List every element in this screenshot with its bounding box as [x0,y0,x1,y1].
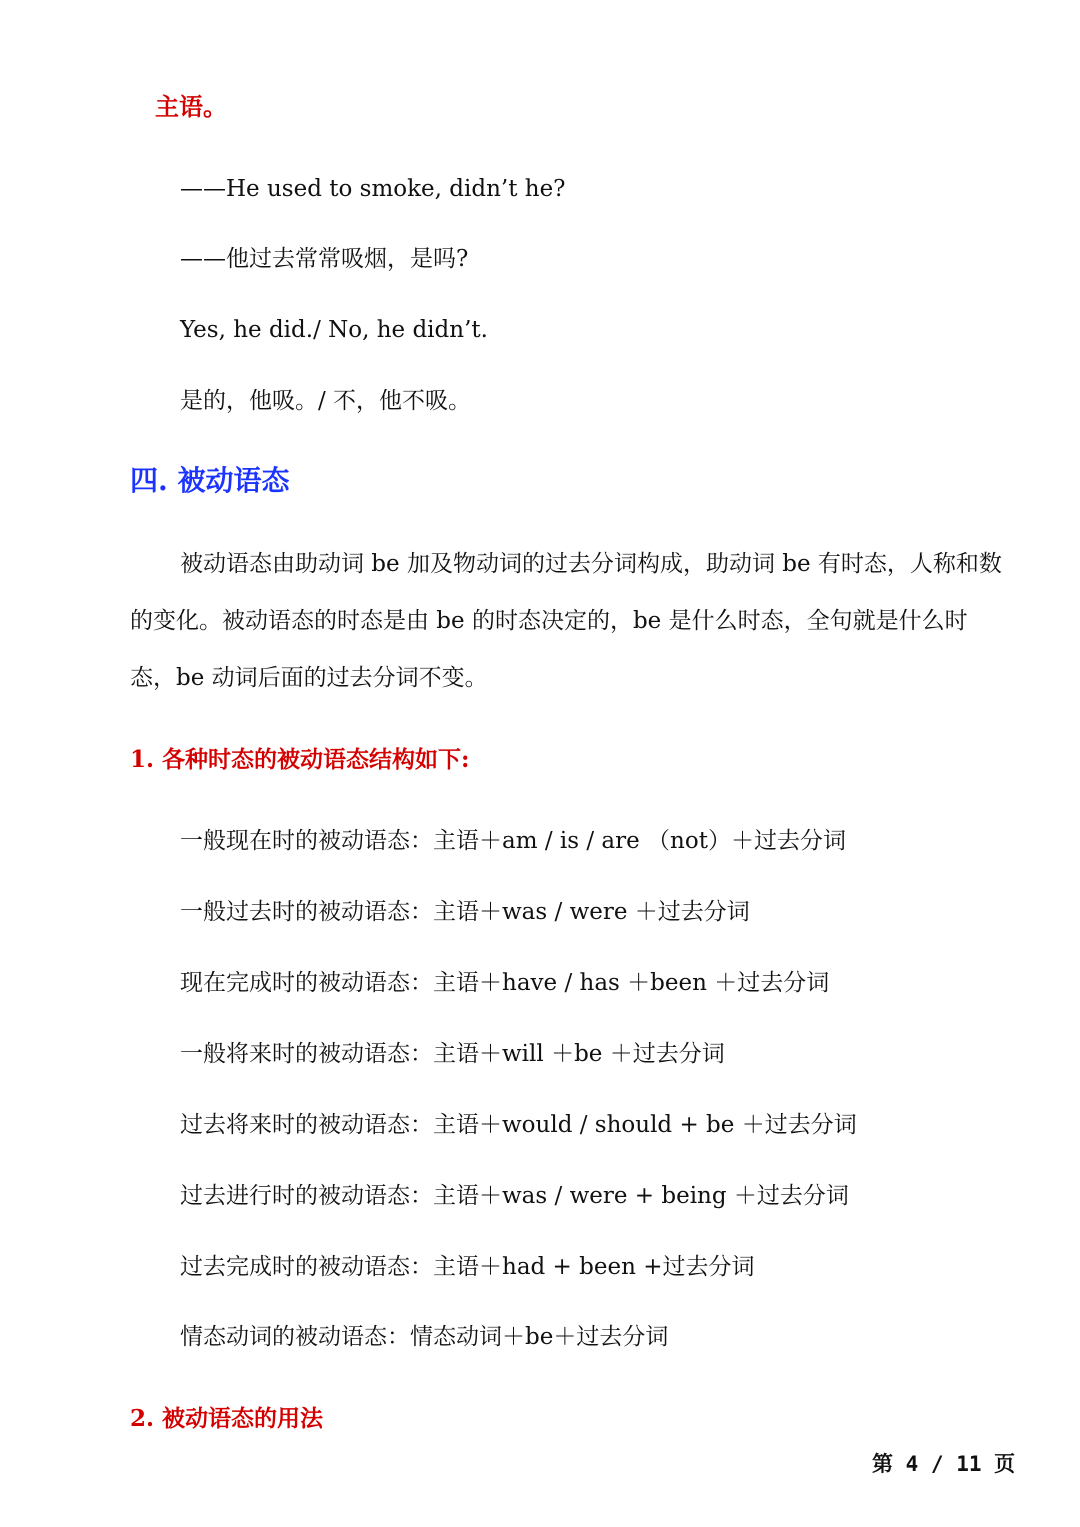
section-heading-passive-voice: 四. 被动语态 [130,464,290,497]
structure-item: 一般过去时的被动语态：主语＋was / were ＋过去分词 [180,899,750,925]
structure-item: 一般将来时的被动语态：主语＋will ＋be ＋过去分词 [180,1041,725,1067]
section-intro-paragraph: 被动语态由助动词 be 加及物动词的过去分词构成，助动词 be 有时态，人称和数的变化。被动语态的时态是由 be 的时态决定的，be 是什么时态，全句就是什么时态，be 动词后面的过去分词不变。 [130,551,1002,691]
structure-item: 情态动词的被动语态：情态动词＋be＋过去分词 [180,1324,669,1350]
structure-item: 过去完成时的被动语态：主语＋had + been +过去分词 [180,1254,755,1280]
continuation-label: 主语。 [155,92,227,121]
structure-item: 现在完成时的被动语态：主语＋have / has ＋been ＋过去分词 [180,970,830,996]
subsection-heading-structures: 1. 各种时态的被动语态结构如下: [130,746,470,773]
example-question-zh: ——他过去常常吸烟，是吗? [180,246,469,272]
example-answer-zh: 是的，他吸。/ 不，他不吸。 [180,388,472,414]
structure-item: 过去将来时的被动语态：主语＋would / should + be ＋过去分词 [180,1112,857,1138]
example-answer-en: Yes, he did./ No, he didn’t. [180,317,488,343]
structure-item: 过去进行时的被动语态：主语＋was / were + being ＋过去分词 [180,1183,849,1209]
subsection-heading-usage: 2. 被动语态的用法 [130,1405,324,1432]
structure-item: 一般现在时的被动语态：主语＋am / is / are （not）＋过去分词 [180,828,846,854]
example-question-en: ——He used to smoke, didn’t he? [180,176,566,202]
page-number: 第 4 / 11 页 [872,1452,1016,1476]
